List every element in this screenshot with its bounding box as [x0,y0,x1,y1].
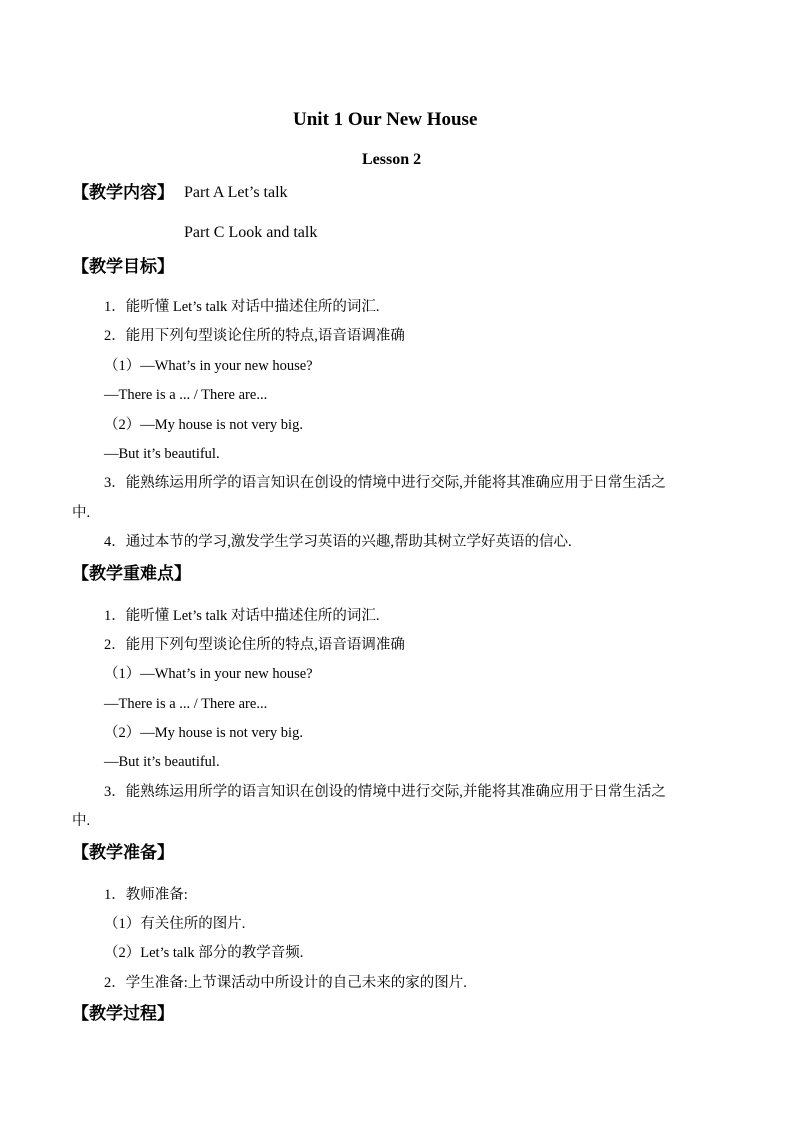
preparation-heading: 【教学准备】 [72,843,174,862]
key-points-line: 2．能用下列句型谈论住所的特点,语音语调准确 [104,637,405,653]
key-points-line: 1．能听懂 Let’s talk 对话中描述住所的词汇. [104,608,380,624]
goals-line: 3．能熟练运用所学的语言知识在创设的情境中进行交际,并能将其准确应用于日常生活之 [104,475,666,491]
lesson-label: Lesson 2 [362,151,422,168]
key-points-line: （1）—What’s in your new house? [104,666,313,682]
goals-line: —But it’s beautiful. [104,446,220,462]
preparation-line: （2）Let’s talk 部分的教学音频. [104,945,304,961]
key-points-line: 中. [72,813,91,829]
process-heading: 【教学过程】 [72,1004,174,1023]
key-points-line: —But it’s beautiful. [104,754,220,770]
content-part-c: Part C Look and talk [184,224,318,241]
goals-line: （2）—My house is not very big. [104,417,303,433]
goals-line: 中. [72,505,91,521]
goals-line: 4．通过本节的学习,激发学生学习英语的兴趣,帮助其树立学好英语的信心. [104,534,572,550]
goals-line: 1．能听懂 Let’s talk 对话中描述住所的词汇. [104,299,380,315]
goals-line: （1）—What’s in your new house? [104,358,313,374]
goals-line: —There is a ... / There are... [104,387,268,403]
page-title: Unit 1 Our New House [293,109,478,130]
key-points-line: —There is a ... / There are... [104,696,268,712]
key-points-line: 3．能熟练运用所学的语言知识在创设的情境中进行交际,并能将其准确应用于日常生活之 [104,784,666,800]
key-points-heading: 【教学重难点】 [72,564,191,583]
preparation-line: （1）有关住所的图片. [104,916,246,932]
goals-heading: 【教学目标】 [72,257,174,276]
key-points-line: （2）—My house is not very big. [104,725,303,741]
goals-line: 2．能用下列句型谈论住所的特点,语音语调准确 [104,328,405,344]
content-part-a: Part A Let’s talk [184,184,288,201]
preparation-line: 2．学生准备:上节课活动中所设计的自己未来的家的图片. [104,975,467,991]
content-heading: 【教学内容】 [72,183,174,202]
preparation-line: 1．教师准备: [104,887,188,903]
